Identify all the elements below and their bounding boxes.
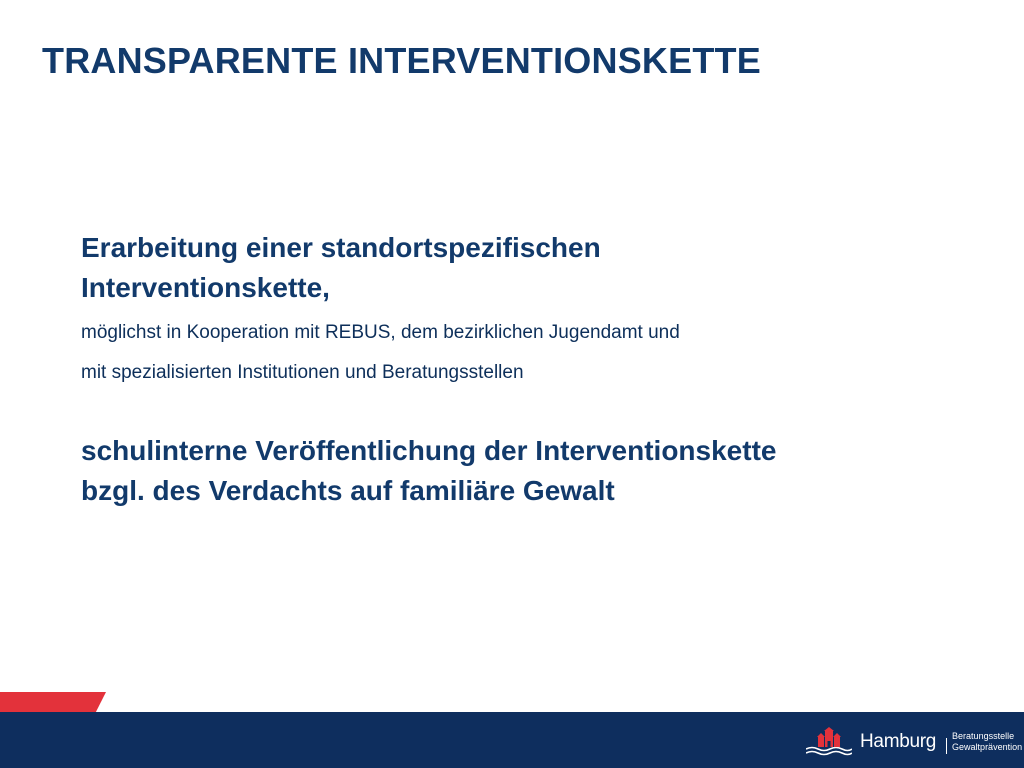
bullet-heading-2 (81, 431, 981, 511)
bullet-heading-line: bzgl. des Verdachts auf familiäre Gewalt (81, 475, 615, 506)
hamburg-castle-icon (806, 727, 852, 757)
logo-text: Hamburg (860, 731, 937, 752)
page-title: TRANSPARENTE INTERVENTIONSKETTE (42, 40, 761, 81)
bullet-heading-1 (81, 228, 981, 308)
slide-content (81, 228, 981, 511)
footer-divider (946, 738, 947, 754)
organization-line: Beratungsstelle (952, 731, 1015, 741)
bullet-detail: möglichst in Kooperation mit REBUS, dem bezirklichen Jugendamt und (81, 322, 680, 343)
organization-line: Gewaltprävention (952, 742, 1023, 752)
bullet-heading-line: Erarbeitung einer standortspezifischen (81, 232, 601, 263)
bullet-detail: mit spezialisierten Institutionen und Beratungsstellen (81, 362, 524, 383)
bullet-heading-line: schulinterne Veröffentlichung der Interventionskette (81, 435, 777, 466)
organization-name (952, 731, 1022, 753)
bullet-heading-line: Interventionskette, (81, 272, 330, 303)
footer-logo (806, 724, 1022, 760)
